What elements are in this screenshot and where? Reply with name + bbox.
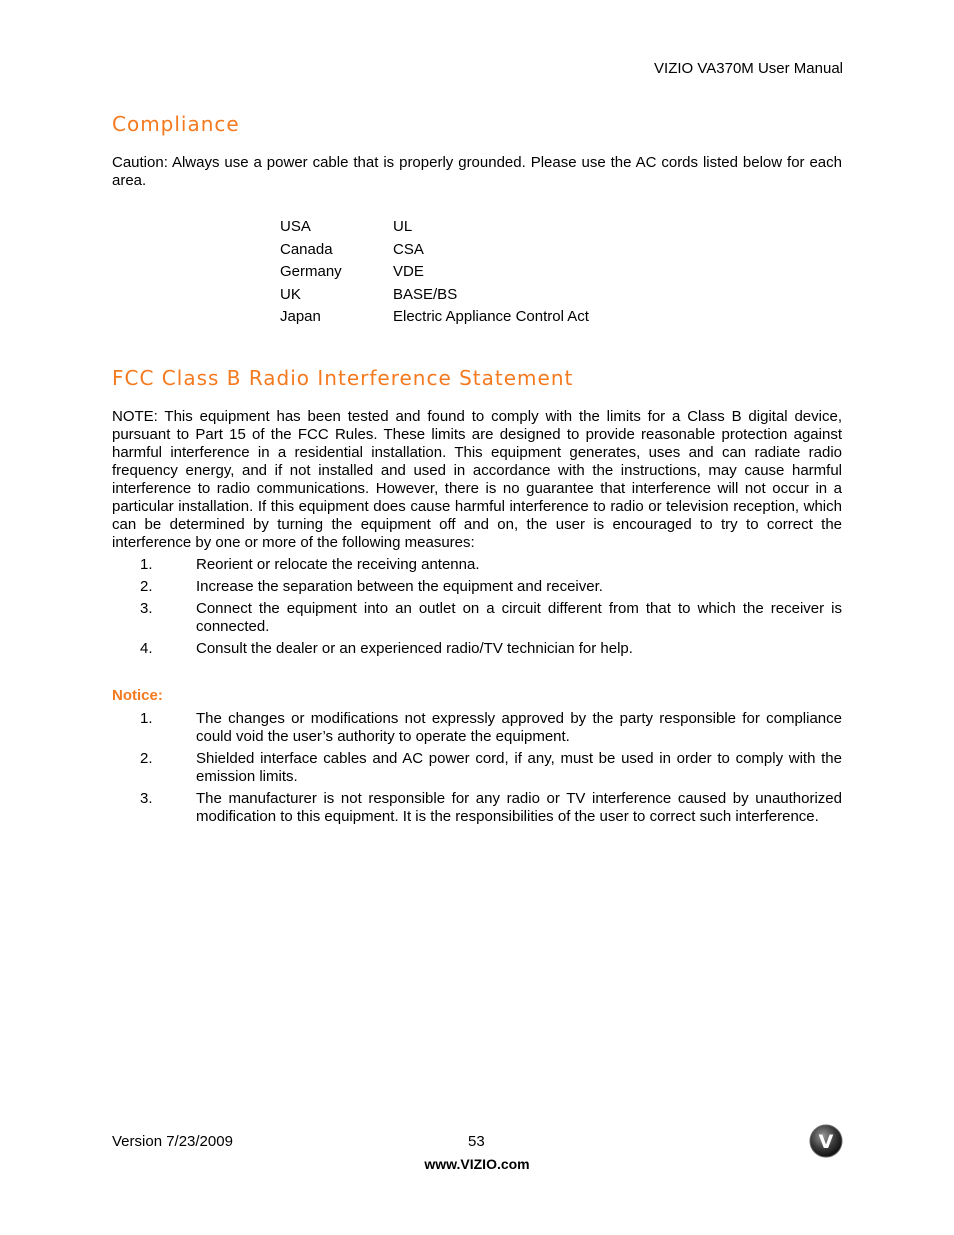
list-text: The changes or modifications not expressly approved by the party responsible for compliance could void the user’s authority to operate the equipment. — [196, 710, 842, 745]
list-text: Reorient or relocate the receiving antenna. — [196, 556, 480, 573]
page-number: 53 — [468, 1133, 485, 1150]
list-text: Connect the equipment into an outlet on a circuit different from that to which the receiver is connected. — [196, 600, 842, 635]
list-text: Shielded interface cables and AC power cord, if any, must be used in order to comply with the emission limits. — [196, 750, 842, 785]
notice-list — [112, 710, 842, 826]
fcc-note-paragraph: NOTE: This equipment has been tested and found to comply with the limits for a Class B digital device, pursuant to Part 15 of the FCC Rules. These limits are designed to provide reasonable protection against harmful interference in a residential installation. This equipment generates, uses and can radiate radio frequency energy, and if not installed and used in accordance with the instructions, may cause harmful interference to radio communications. However, there is no guarantee that interference will not occur in a particular installation. If this equipment does cause harmful interference to radio or television reception, which can be determined by turning the equipment off and on, the user is encouraged to try to correct the interference by one or more of the following measures: — [112, 408, 842, 551]
list-number: 1. — [140, 710, 153, 727]
fcc-heading: FCC Class B Radio Interference Statement — [112, 366, 574, 390]
list-item — [112, 640, 842, 658]
list-item — [112, 600, 842, 636]
list-item — [112, 790, 842, 826]
cord-standard: BASE/BS — [393, 285, 458, 303]
cord-area: Germany — [280, 263, 342, 280]
cord-area: USA — [280, 218, 311, 235]
cord-standard: Electric Appliance Control Act — [393, 308, 589, 325]
cord-standard: UL — [393, 218, 413, 235]
compliance-heading: Compliance — [112, 112, 240, 136]
list-item — [112, 750, 842, 786]
list-number: 3. — [140, 600, 153, 617]
vizio-logo-icon — [808, 1123, 844, 1159]
list-number: 3. — [140, 790, 153, 807]
list-item — [112, 556, 842, 574]
cord-row — [280, 216, 589, 239]
cord-row — [280, 239, 589, 262]
fcc-measures-list — [112, 556, 842, 658]
list-text: Increase the separation between the equipment and receiver. — [196, 578, 603, 595]
list-item — [112, 710, 842, 746]
cord-row — [280, 261, 589, 284]
logo-letter: V — [818, 1131, 834, 1153]
footer-url: www.VIZIO.com — [424, 1156, 530, 1172]
cord-area: UK — [280, 285, 301, 303]
cord-row — [280, 284, 589, 307]
footer-version: Version 7/23/2009 — [112, 1133, 233, 1150]
cord-standard: VDE — [393, 263, 424, 280]
caution-paragraph: Caution: Always use a power cable that is properly grounded. Please use the AC cords listed below for each area. — [112, 154, 842, 189]
list-item — [112, 578, 842, 596]
list-text: The manufacturer is not responsible for any radio or TV interference caused by unauthorized modification to this equipment. It is the responsibilities of the user to correct such interference. — [196, 790, 842, 825]
cord-area: Japan — [280, 308, 321, 325]
cord-area: Canada — [280, 240, 333, 258]
cord-row — [280, 306, 589, 329]
cord-standard: CSA — [393, 240, 424, 258]
list-number: 4. — [140, 640, 153, 657]
ac-cord-table — [280, 216, 589, 329]
list-number: 2. — [140, 750, 153, 767]
list-text: Consult the dealer or an experienced radio/TV technician for help. — [196, 640, 633, 657]
manual-title: VIZIO VA370M User Manual — [654, 60, 843, 77]
list-number: 2. — [140, 578, 153, 595]
list-number: 1. — [140, 556, 153, 573]
notice-label: Notice: — [112, 687, 163, 704]
